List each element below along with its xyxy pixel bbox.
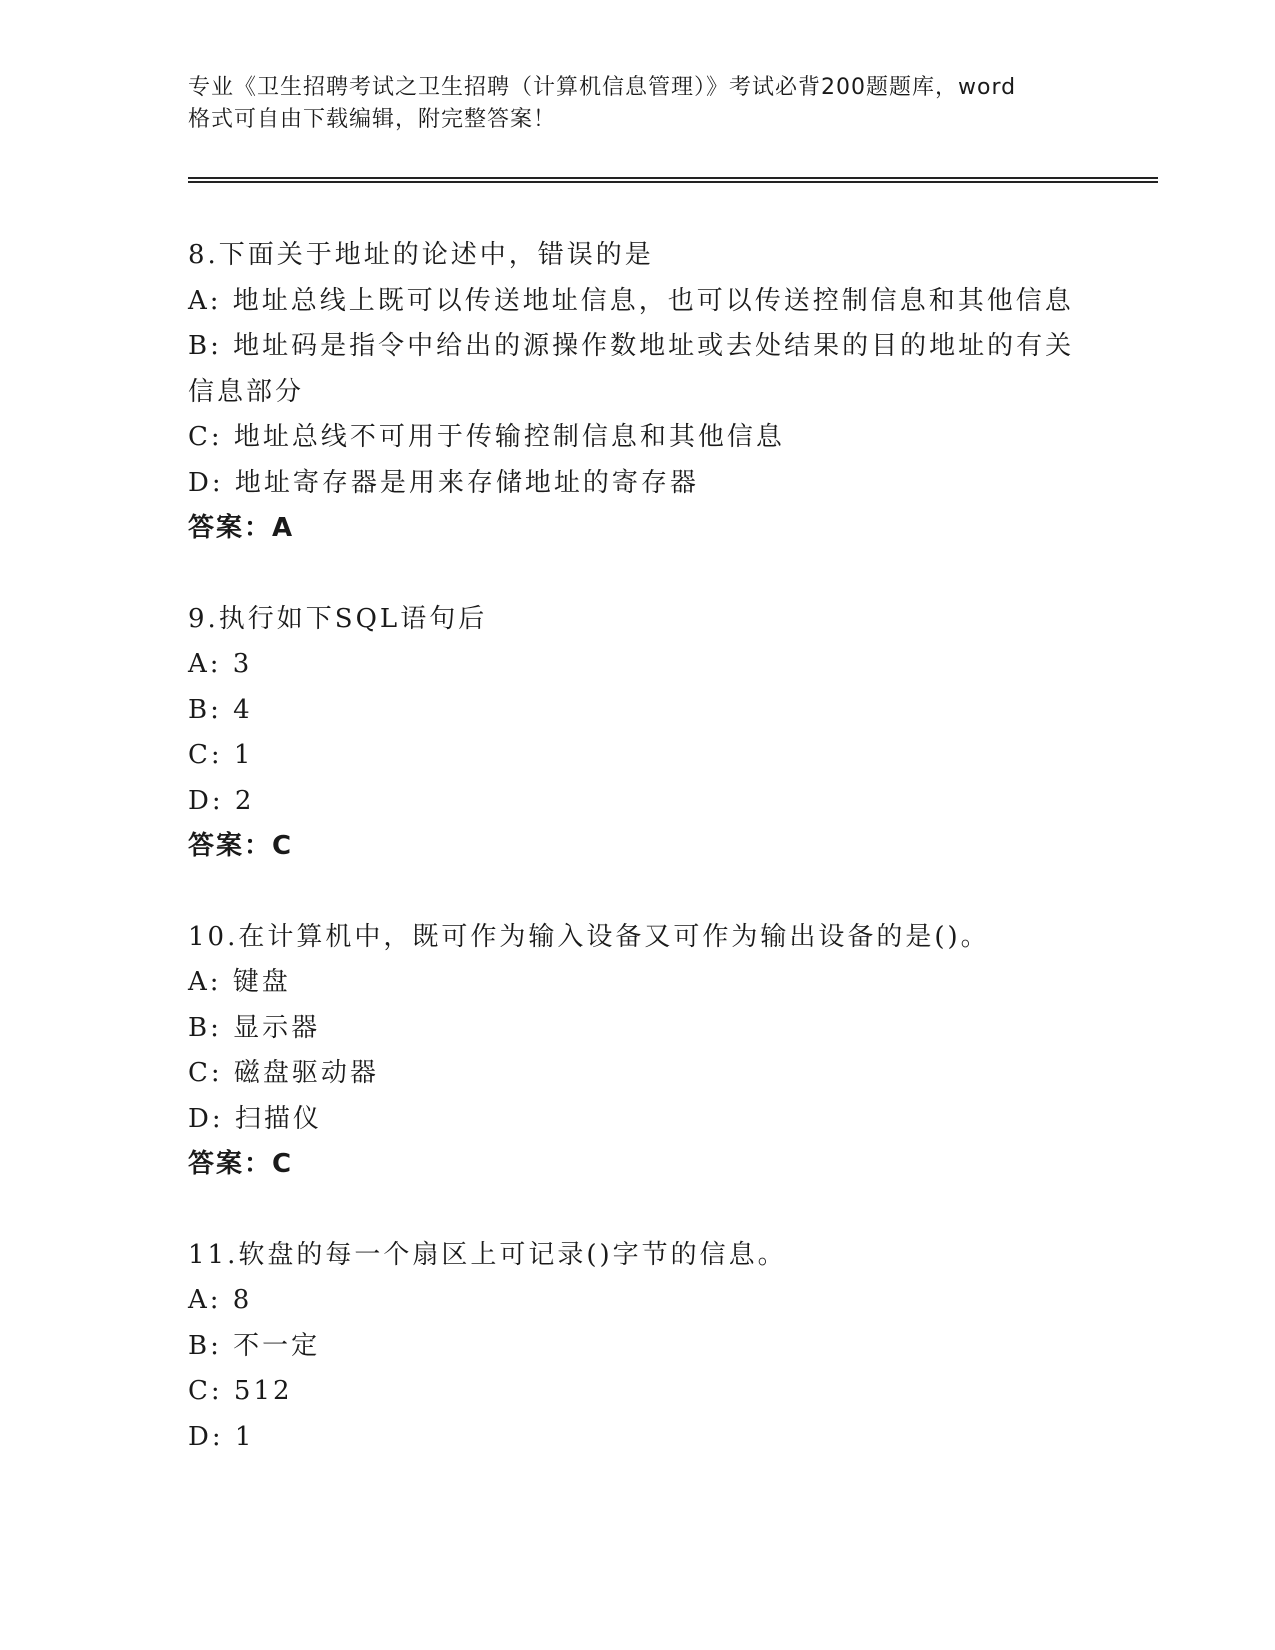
- option-a: A: 地址总线上既可以传送地址信息，也可以传送控制信息和其他信息: [188, 285, 1074, 316]
- question-8: [188, 233, 1088, 552]
- option-b: B: 地址码是指令中给出的源操作数地址或去处结果的目的地址的有关: [188, 331, 1075, 361]
- answer-label: 答案：A: [188, 513, 295, 543]
- question-9: [188, 597, 1088, 870]
- option-c: C: 磁盘驱动器: [188, 1058, 379, 1088]
- option-c: C: 地址总线不可用于传输控制信息和其他信息: [188, 422, 785, 452]
- option-a: A: 键盘: [188, 967, 291, 997]
- option-c: C: 512: [188, 1376, 293, 1406]
- question-list: [188, 233, 1088, 1505]
- option-a: A: 3: [188, 649, 253, 679]
- answer-label: 答案：C: [188, 1149, 294, 1179]
- document-header: [188, 72, 1088, 136]
- option-b: B: 不一定: [188, 1330, 321, 1361]
- header-line-2: 格式可自由下载编辑，附完整答案！: [188, 107, 557, 132]
- option-d: D: 1: [188, 1421, 255, 1452]
- option-d: D: 扫描仪: [188, 1103, 322, 1134]
- header-divider: [188, 177, 1158, 183]
- option-c: C: 1: [188, 740, 254, 770]
- question-10: [188, 915, 1088, 1188]
- option-a: A: 8: [188, 1285, 253, 1315]
- option-b: B: 4: [188, 694, 253, 725]
- option-d: D: 地址寄存器是用来存储地址的寄存器: [188, 467, 699, 498]
- question-stem: 8.下面关于地址的论述中，错误的是: [188, 240, 654, 270]
- option-b-continued: 信息部分: [188, 376, 305, 407]
- question-11: [188, 1233, 1088, 1461]
- question-stem: 11.软盘的每一个扇区上可记录()字节的信息。: [188, 1239, 787, 1270]
- question-stem: 9.执行如下SQL语句后: [188, 603, 488, 634]
- option-d: D: 2: [188, 785, 255, 816]
- header-line-1: 专业《卫生招聘考试之卫生招聘（计算机信息管理）》考试必背200题题库，word: [188, 75, 1017, 100]
- question-stem: 10.在计算机中，既可作为输入设备又可作为输出设备的是()。: [188, 921, 990, 952]
- option-b: B: 显示器: [188, 1012, 321, 1043]
- answer-label: 答案：C: [188, 831, 294, 861]
